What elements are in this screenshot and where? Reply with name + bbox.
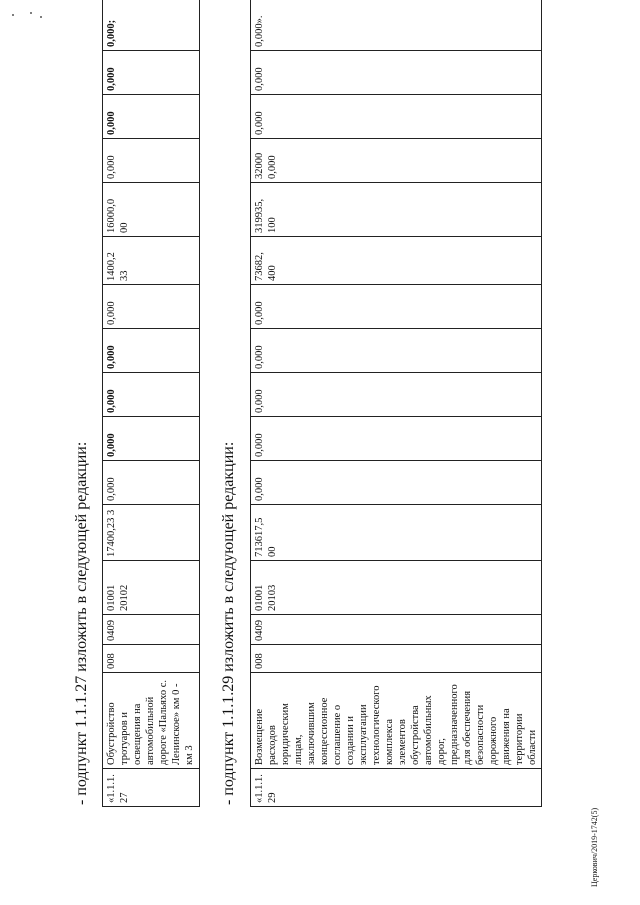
cell-value-4: 17400,23 3 <box>103 505 200 561</box>
cell-code-3: 01001 20102 <box>103 561 200 615</box>
cell-value-14: 0,000 <box>103 51 200 95</box>
table-subitem-27 <box>102 0 200 807</box>
cell-value-11: 16000,0 00 <box>103 183 200 237</box>
document-footer: Церкович/2019-1742(5) <box>590 807 599 887</box>
cell-code-3: 01001 20103 <box>251 561 542 615</box>
cell-value-14: 0,000 <box>251 51 542 95</box>
cell-name: Возмещение расходов юридическим лицам, заключившим концессионное соглашение о создании и эксплуатации технологического комплекса элементов обустройства автомобильных дорог, предназначенного для обеспечения безопасности дорожного движения на территории области <box>251 673 542 769</box>
cell-value-13: 0,000 <box>103 95 200 139</box>
cell-value-15: 0,000; <box>103 0 200 51</box>
cell-value-6: 0,000 <box>251 417 542 461</box>
cell-name: Обустройство тротуаров и освещения на автомобильной дороге «Пальяхо с. Ленинское» км 0 - км 3 <box>103 673 200 769</box>
cell-value-8: 0,000 <box>251 329 542 373</box>
cell-code-2: 0409 <box>251 615 542 645</box>
cell-value-12: 32000 0,000 <box>251 139 542 183</box>
cell-value-15: 0,000». <box>251 0 542 51</box>
cell-code-1: 008 <box>103 645 200 673</box>
cell-value-5: 0,000 <box>251 461 542 505</box>
cell-value-12: 0,000 <box>103 139 200 183</box>
table-subitem-29 <box>250 0 542 807</box>
cell-value-9: 0,000 <box>103 285 200 329</box>
cell-value-8: 0,000 <box>103 329 200 373</box>
table-row <box>251 0 542 807</box>
cell-value-13: 0,000 <box>251 95 542 139</box>
cell-value-7: 0,000 <box>103 373 200 417</box>
cell-value-5: 0,000 <box>103 461 200 505</box>
cell-code-2: 0409 <box>103 615 200 645</box>
scan-speck <box>30 12 32 14</box>
cell-number: «1.1.1.29 <box>251 769 542 807</box>
cell-value-7: 0,000 <box>251 373 542 417</box>
scan-speck <box>40 16 42 18</box>
cell-code-1: 008 <box>251 645 542 673</box>
subitem-27-intro: - подпункт 1.1.1.27 изложить в следующей редакции: <box>73 441 90 805</box>
cell-value-6: 0,000 <box>103 417 200 461</box>
cell-value-11: 319935, 100 <box>251 183 542 237</box>
subitem-29-intro: - подпункт 1.1.1.29 изложить в следующей редакции: <box>220 441 237 805</box>
cell-number: «1.1.1.27 <box>103 769 200 807</box>
cell-value-4: 713617,5 00 <box>251 505 542 561</box>
scan-speck <box>12 14 14 16</box>
table-row <box>103 0 200 807</box>
cell-value-10: 1400,2 33 <box>103 237 200 285</box>
cell-value-9: 0,000 <box>251 285 542 329</box>
cell-value-10: 73682, 400 <box>251 237 542 285</box>
